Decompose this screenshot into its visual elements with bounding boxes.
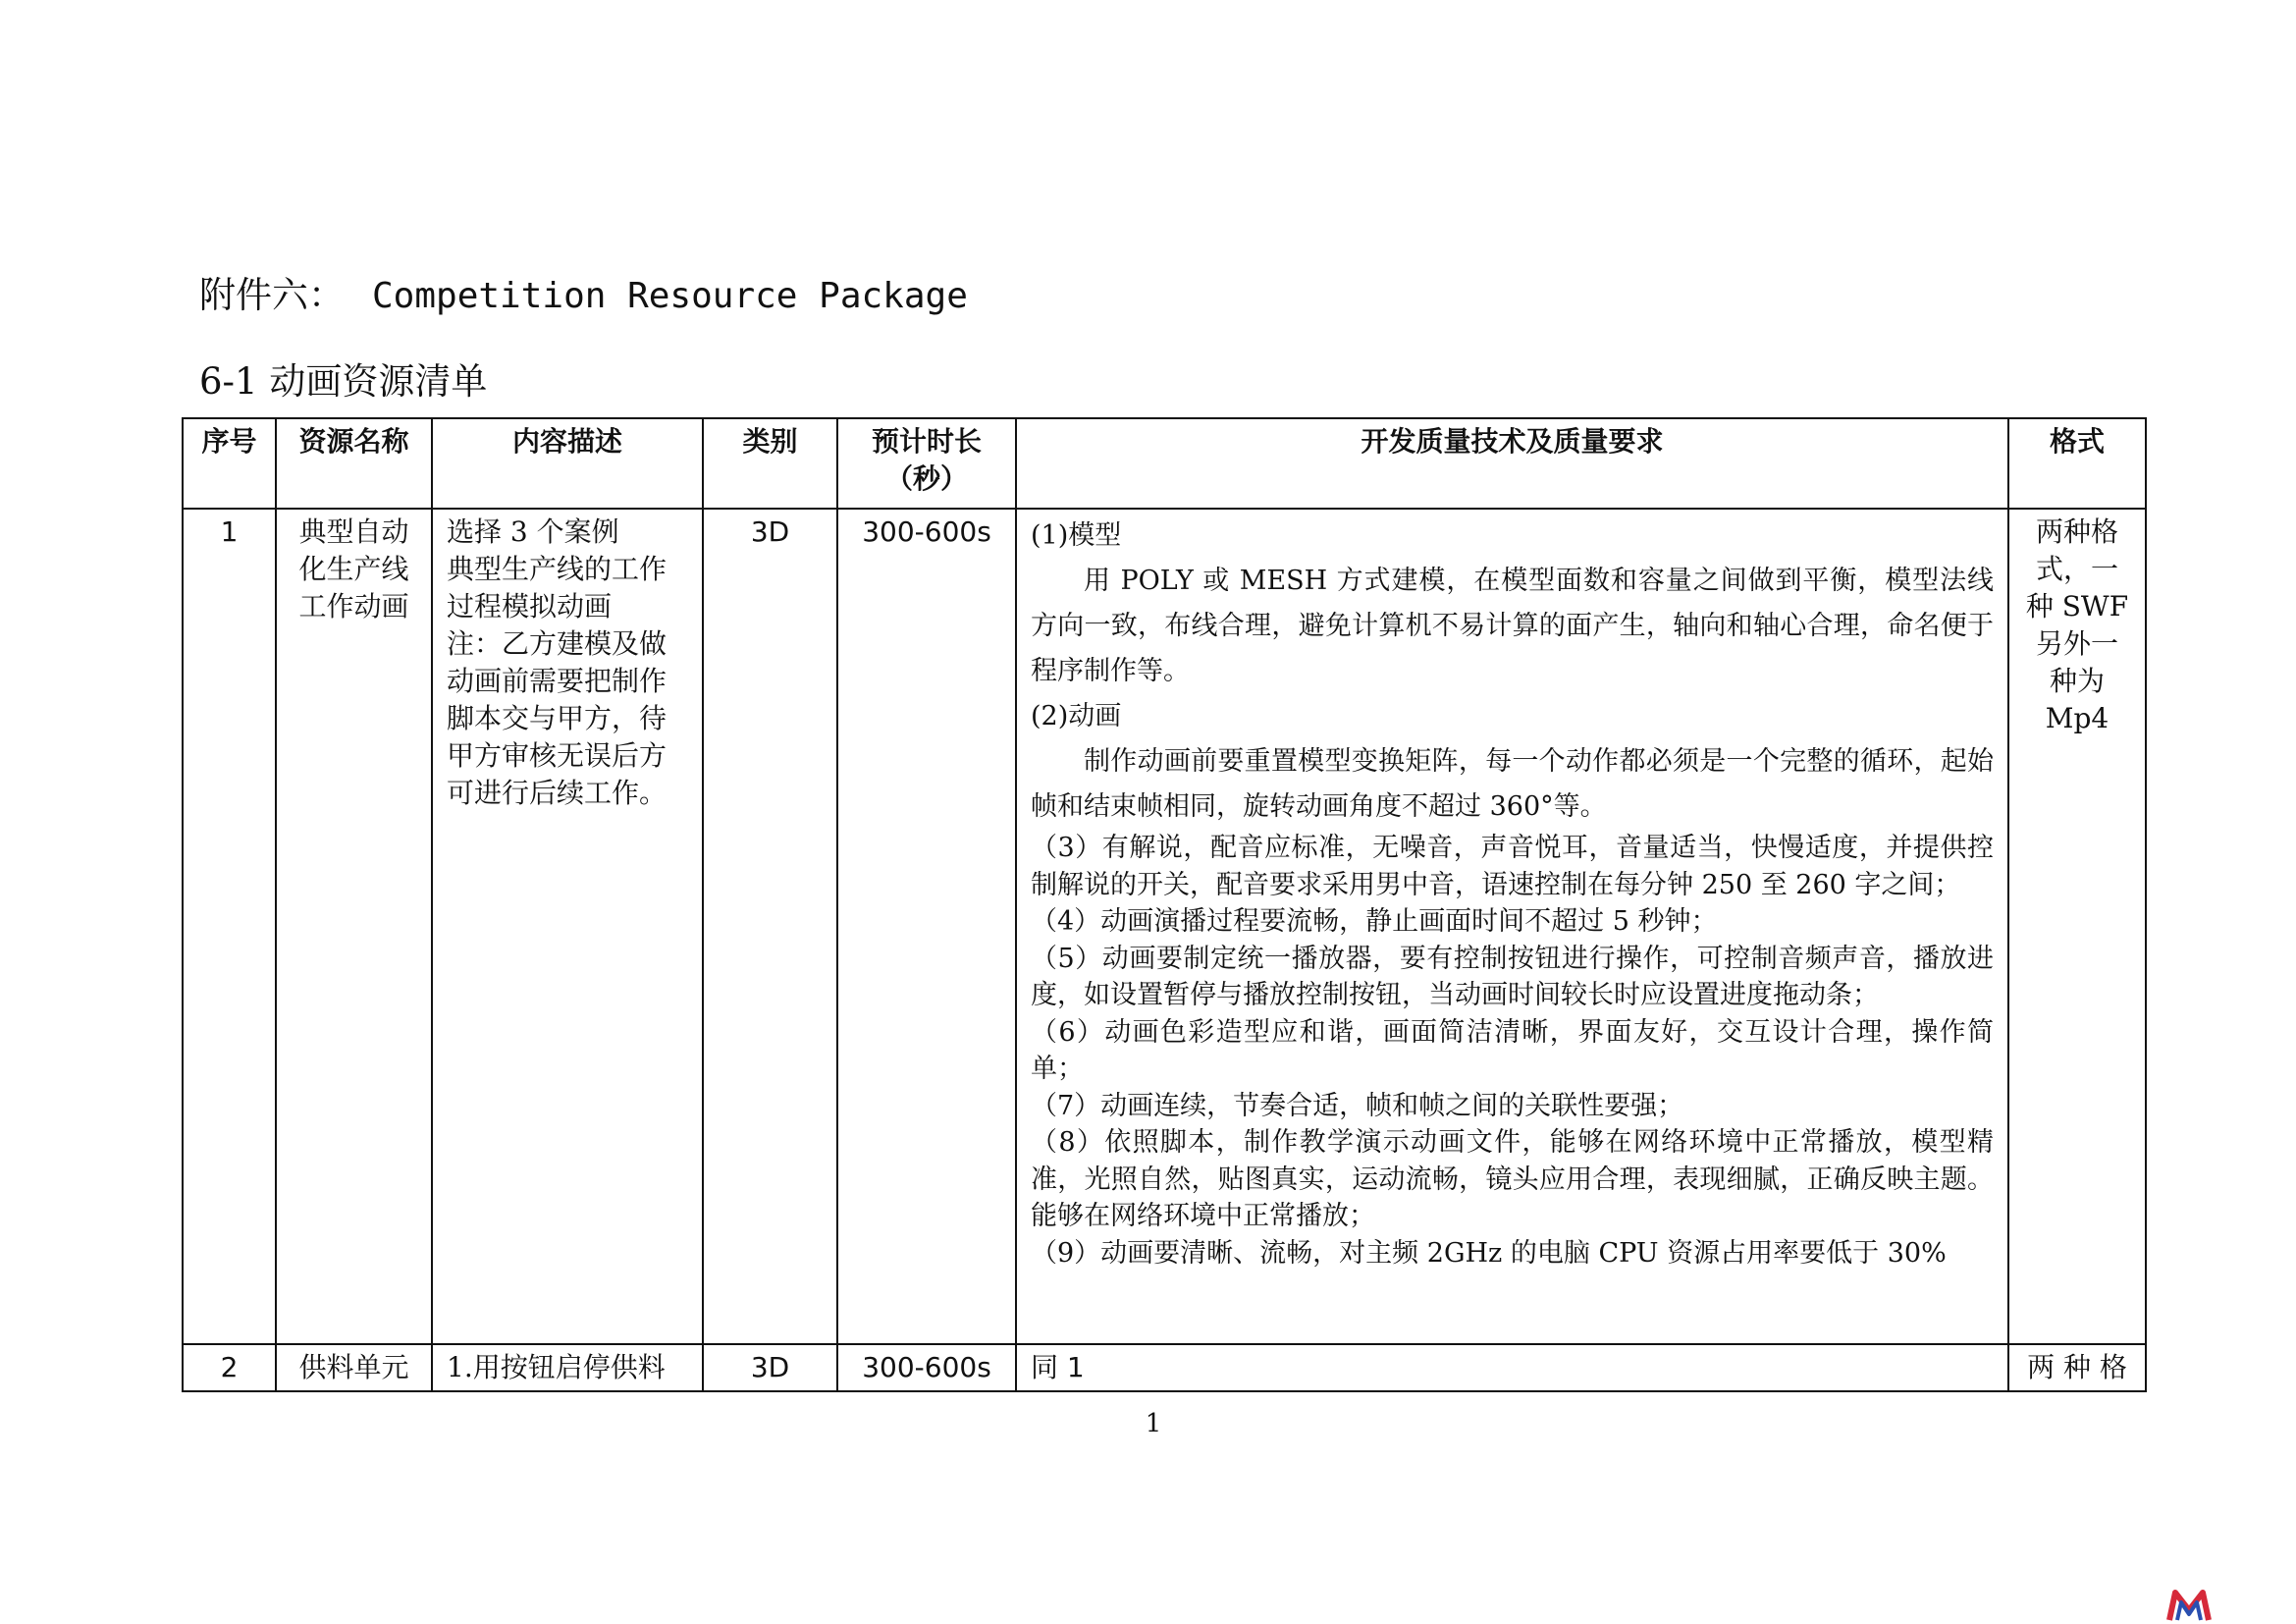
req-item-3: （3）有解说，配音应标准，无噪音，声音悦耳，音量适当，快慢适度，并提供控制解说的开关，配音要求采用男中音，语速控制在每分钟 250 至 260 字之间； <box>1031 833 1994 900</box>
table-row <box>183 1344 2146 1391</box>
header-type: 类别 <box>703 418 837 509</box>
cell-desc <box>432 509 703 1344</box>
annex-english-title: Competition Resource Package <box>372 276 968 316</box>
cell-name-line: 典型自动 <box>298 515 409 548</box>
cell-desc-line: 典型生产线的工作 <box>447 553 667 585</box>
cell-desc-line: 过程模拟动画 <box>447 590 613 623</box>
cell-format-line: 种为 <box>2049 665 2105 697</box>
req-item-5: （5）动画要制定统一播放器，要有控制按钮进行操作，可控制音频声音，播放进度，如设置暂停与播放控制按钮，当动画时间较长时应设置进度拖动条； <box>1031 943 1994 1010</box>
cell-desc-line: 动画前需要把制作 <box>447 665 667 697</box>
req-text-animation: 制作动画前要重置模型变换矩阵，每一个动作都必须是一个完整的循环，起始帧和结束帧相同，旋转动画角度不超过 360°等。 <box>1031 746 1994 822</box>
header-duration-line1: 预计时长 <box>871 425 982 458</box>
cell-name-line: 工作动画 <box>298 590 409 623</box>
annex-title <box>199 265 968 318</box>
cell-desc-line: 选择 3 个案例 <box>447 515 619 548</box>
corner-logo-icon <box>2165 1587 2213 1624</box>
annex-prefix: 附件六： <box>199 274 345 316</box>
cell-no: 1 <box>183 509 276 1344</box>
cell-name-line: 化生产线 <box>298 553 409 585</box>
section-title: 6-1 动画资源清单 <box>199 360 488 403</box>
header-format: 格式 <box>2008 418 2146 509</box>
cell-format <box>2008 509 2146 1344</box>
cell-format-line: 式，一 <box>2035 553 2118 585</box>
cell-duration: 300-600s <box>837 509 1016 1344</box>
cell-duration: 300-600s <box>837 1344 1016 1391</box>
cell-requirements: 同 1 <box>1016 1344 2008 1391</box>
req-item-6: （6）动画色彩造型应和谐，画面简洁清晰，界面友好，交互设计合理，操作简单； <box>1031 1016 1994 1084</box>
header-duration <box>837 418 1016 509</box>
cell-type: 3D <box>703 509 837 1344</box>
req-item-9: （9）动画要清晰、流畅，对主频 2GHz 的电脑 CPU 资源占用率要低于 30% <box>1031 1237 1947 1269</box>
resource-table <box>182 417 2147 1392</box>
cell-format-line: 两种格 <box>2035 515 2118 548</box>
cell-format-line: 种 SWF <box>2025 590 2129 623</box>
cell-desc: 1.用按钮启停供料 <box>432 1344 703 1391</box>
cell-name <box>276 509 432 1344</box>
cell-type: 3D <box>703 1344 837 1391</box>
cell-format-line: Mp4 <box>2045 702 2109 734</box>
cell-format-line: 另外一 <box>2035 627 2118 660</box>
table-row <box>183 509 2146 1344</box>
cell-desc-line: 注：乙方建模及做 <box>447 627 667 660</box>
header-no: 序号 <box>183 418 276 509</box>
cell-desc-line: 甲方审核无误后方 <box>447 739 667 772</box>
req-heading-model: (1)模型 <box>1031 520 1122 551</box>
table-header-row <box>183 418 2146 509</box>
header-requirements: 开发质量技术及质量要求 <box>1016 418 2008 509</box>
cell-no: 2 <box>183 1344 276 1391</box>
req-item-7: （7）动画连续，节奏合适，帧和帧之间的关联性要强； <box>1031 1090 1684 1121</box>
cell-name: 供料单元 <box>276 1344 432 1391</box>
header-name: 资源名称 <box>276 418 432 509</box>
page-number: 1 <box>1145 1409 1162 1438</box>
cell-format: 两 种 格 <box>2008 1344 2146 1391</box>
header-duration-line2: （秒） <box>884 462 968 495</box>
req-heading-animation: (2)动画 <box>1031 701 1122 731</box>
header-desc: 内容描述 <box>432 418 703 509</box>
req-text-model: 用 POLY 或 MESH 方式建模，在模型面数和容量之间做到平衡，模型法线方向一致，布线合理，避免计算机不易计算的面产生，轴向和轴心合理，命名便于程序制作等。 <box>1031 566 1994 686</box>
cell-desc-line: 脚本交与甲方，待 <box>447 702 667 734</box>
cell-desc-line: 可进行后续工作。 <box>447 777 667 809</box>
req-item-4: （4）动画演播过程要流畅，静止画面时间不超过 5 秒钟； <box>1031 906 1718 937</box>
cell-requirements <box>1016 509 2008 1344</box>
req-item-8: （8）依照脚本，制作教学演示动画文件，能够在网络环境中正常播放，模型精准，光照自然，贴图真实，运动流畅，镜头应用合理，表现细腻，正确反映主题。能够在网络环境中正常播放； <box>1031 1127 1994 1231</box>
